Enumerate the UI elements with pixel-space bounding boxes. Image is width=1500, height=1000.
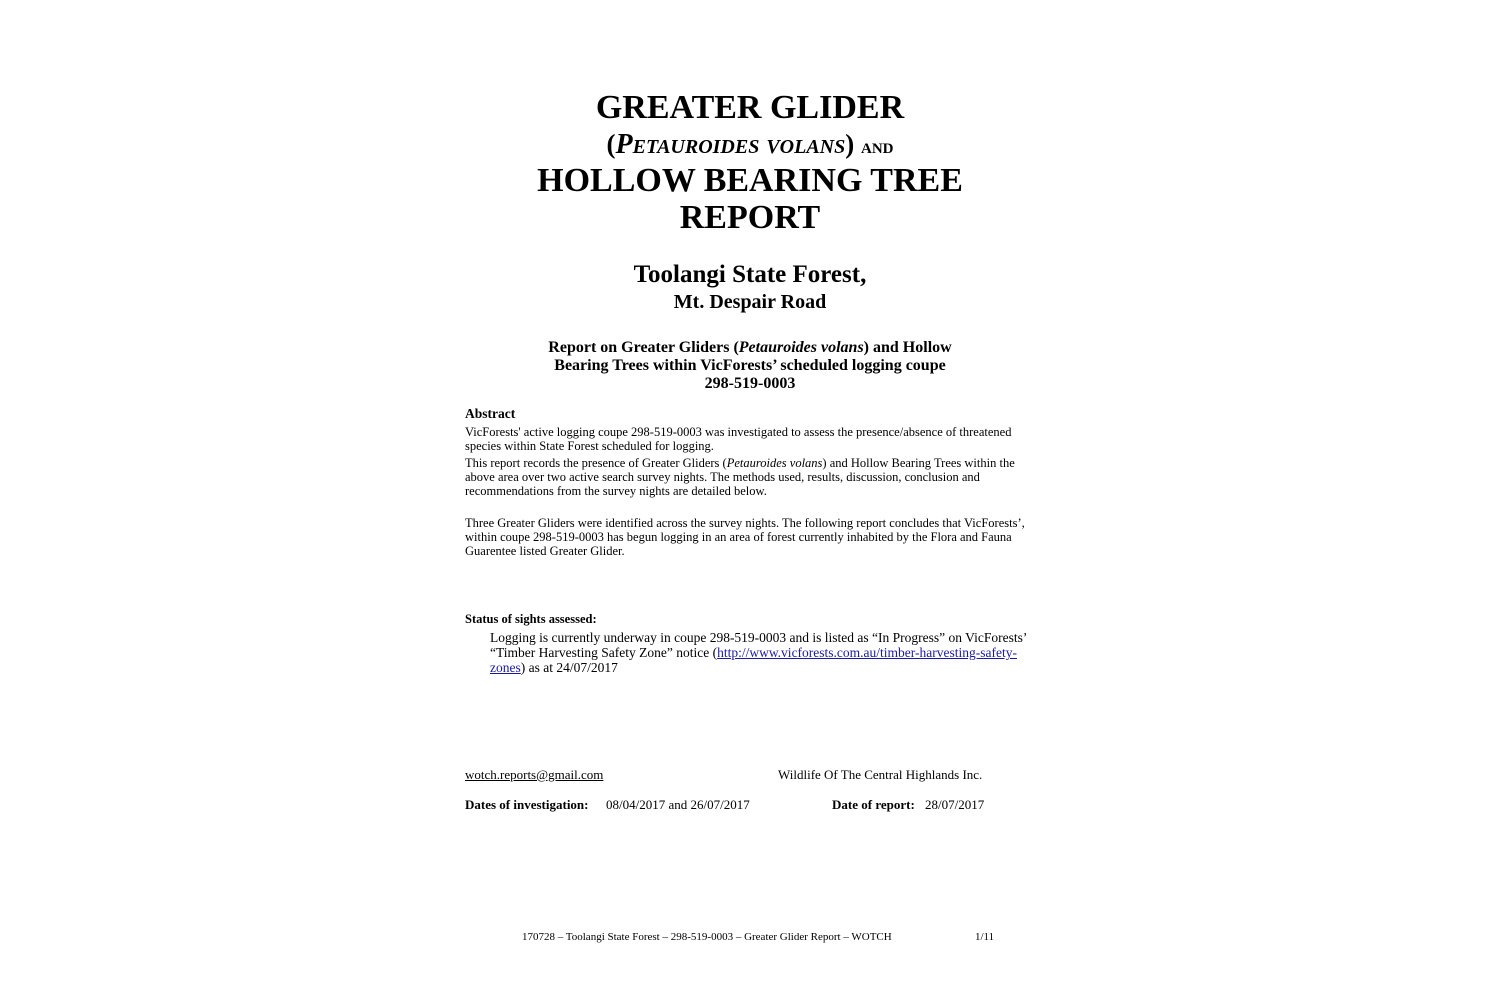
report-subtitle	[0, 339, 1500, 393]
contact-email[interactable]: wotch.reports@gmail.com	[465, 767, 604, 782]
status-text	[490, 630, 1035, 675]
subtitle-line1	[0, 339, 1500, 357]
vicforests-link[interactable]: http://www.vicforests.com.au/timber-harvesting-safety-zones	[490, 645, 1017, 675]
paren-open: (	[606, 129, 616, 159]
report-title-line1: GREATER GLIDER	[595, 89, 905, 126]
abstract-para2-post: ) and Hollow Bearing Trees within the above area over two active search survey nights. The methods used, results, discussion, conclusion and recommendations from the survey nights are detailed below.	[465, 456, 1015, 498]
subtitle-line2: Bearing Trees within VicForests’ scheduled logging coupe	[554, 357, 946, 374]
location-road: Mt. Despair Road	[673, 291, 827, 313]
abstract-heading: Abstract	[465, 406, 516, 421]
page-number: 1/11	[975, 931, 995, 943]
species-name: Petauroides volans	[615, 129, 846, 160]
report-date-value: 28/07/2017	[925, 797, 985, 812]
paren-close: )	[845, 129, 855, 159]
status-heading: Status of sights assessed:	[465, 612, 597, 626]
abstract-para2	[465, 456, 1035, 498]
organisation-name: Wildlife Of The Central Highlands Inc.	[778, 767, 983, 782]
subtitle-line1-pre: Report on Greater Gliders (	[548, 339, 739, 356]
subtitle-line1-post: ) and Hollow	[863, 339, 952, 356]
report-title-line2	[0, 128, 1500, 162]
status-text-pre: Logging is currently underway in coupe 298-519-0003 and is listed as “In Progress” on VicForests’ “Timber Harvesting Safety Zone” notice (	[490, 630, 1027, 660]
dates-value: 08/04/2017 and 26/07/2017	[606, 797, 750, 812]
page-footer: 170728 – Toolangi State Forest – 298-519-0003 – Greater Glider Report – WOTCH	[522, 931, 892, 943]
abstract-para2-species: Petauroides volans	[726, 456, 823, 470]
abstract-para3: Three Greater Gliders were identified across the survey nights. The following report concludes that VicForests’, within coupe 298-519-0003 has begun logging in an area of forest currently inhabited by the Flora and Fauna Guarentee listed Greater Glider.	[465, 516, 1025, 558]
report-title-line4: REPORT	[679, 199, 821, 236]
status-text-post: ) as at 24/07/2017	[520, 660, 618, 675]
abstract-para2-pre: This report records the presence of Greater Gliders (	[465, 456, 727, 470]
report-title-line3: HOLLOW BEARING TREE	[537, 162, 963, 199]
and-word: and	[860, 133, 894, 158]
location-forest: Toolangi State Forest,	[633, 261, 867, 288]
subtitle-species: Petauroides volans	[738, 339, 864, 356]
dates-label: Dates of investigation:	[465, 797, 589, 812]
abstract-para1: VicForests' active logging coupe 298-519-0003 was investigated to assess the presence/absence of threatened species within State Forest scheduled for logging.	[465, 425, 1012, 453]
subtitle-line3: 298-519-0003	[704, 375, 796, 392]
report-date-label: Date of report:	[832, 797, 915, 812]
